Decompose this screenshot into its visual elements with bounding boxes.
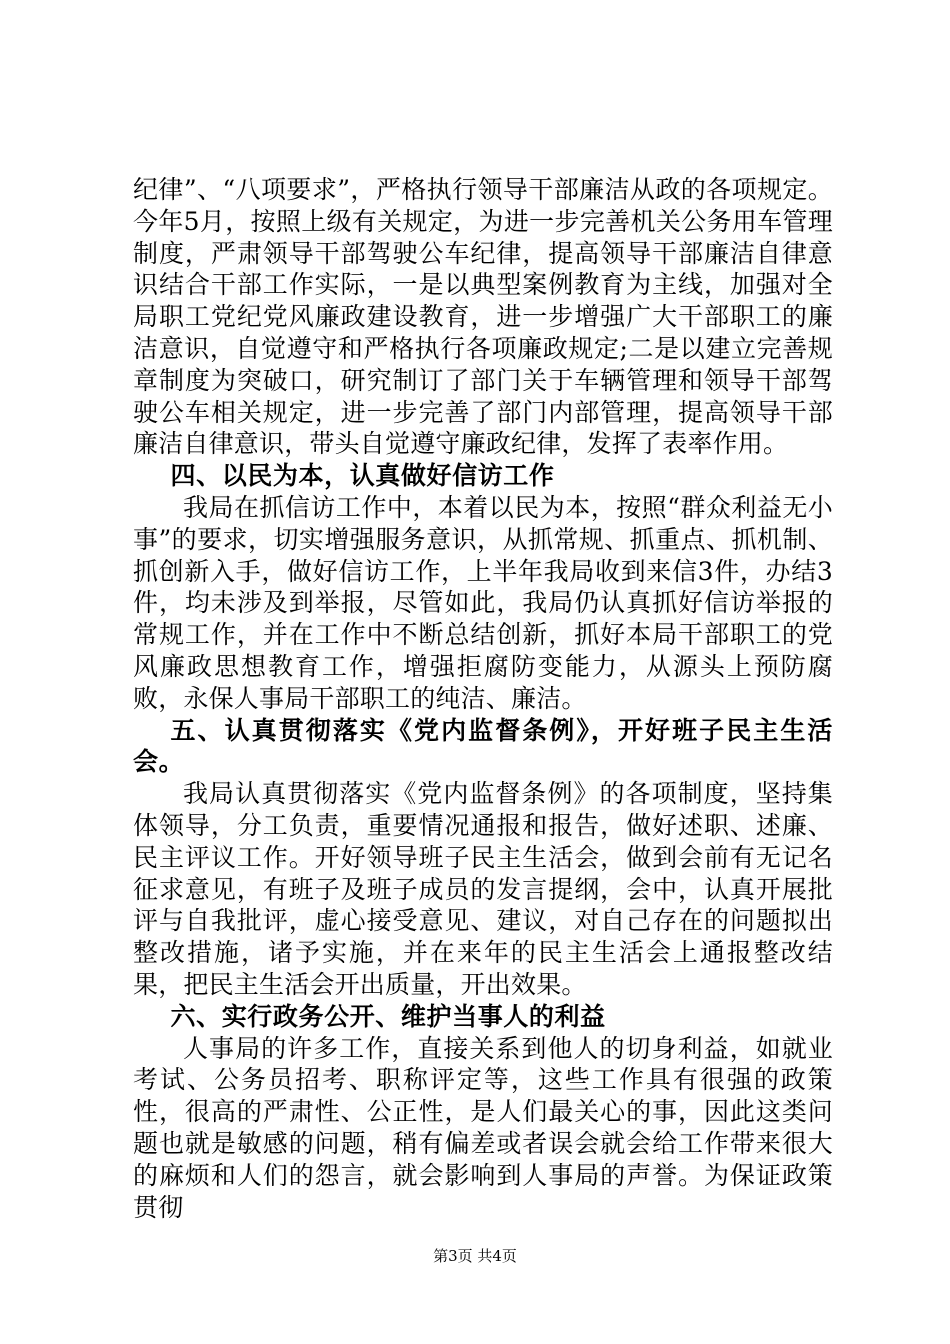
page-footer: 第3页 共4页 <box>433 1247 517 1265</box>
paragraph-continued: 纪律”、“八项要求”，严格执行领导干部廉洁从政的各项规定。今年5月，按照上级有关规定，为进一步完善机关公务用车管理制度，严肃领导干部驾驶公车纪律，提高领导干部廉洁自律意识结合干部工作实际，一是以典型案例教育为主线，加强对全局职工党纪党风廉政建设教育，进一步增强广大干部职工的廉洁意识，自觉遵守和严格执行各项廉政规定;二是以建立完善规章制度为突破口，研究制订了部门关于车辆管理和领导干部驾驶公车相关规定，进一步完善了部门内部管理，提高领导干部廉洁自律意识，带头自觉遵守廉政纪律，发挥了表率作用。 <box>133 175 833 459</box>
paragraph-supervision: 我局认真贯彻落实《党内监督条例》的各项制度，坚持集体领导，分工负责，重要情况通报和报告，做好述职、述廉、民主评议工作。开好领导班子民主生活会，做到会前有无记名征求意见，有班子及班子成员的发言提纲，会中，认真开展批评与自我批评，虚心接受意见、建议，对自己存在的问题拟出整改措施，诸予实施，并在来年的民主生活会上通报整改结果，把民主生活会开出质量，开出效果。 <box>133 779 833 999</box>
paragraph-open-affairs: 人事局的许多工作，直接关系到他人的切身利益，如就业考试、公务员招考、职称评定等，这些工作具有很强的政策性，很高的严肃性、公正性，是人们最关心的事，因此这类问题也就是敏感的问题，稍有偏差或者误会就会给工作带来很大的麻烦和人们的怨言，就会影响到人事局的声誉。为保证政策贯彻 <box>133 1033 833 1222</box>
document-body <box>133 174 833 1223</box>
section-heading-5: 五、认真贯彻落实《党内监督条例》，开好班子民主生活会。 <box>133 715 833 777</box>
paragraph-petition-work: 我局在抓信访工作中，本着以民为本，按照“群众利益无小事”的要求，切实增强服务意识，从抓常规、抓重点、抓机制、抓创新入手，做好信访工作，上半年我局收到来信3件，办结3件，均未涉及到举报，尽管如此，我局仍认真抓好信访举报的常规工作，并在工作中不断总结创新，抓好本局干部职工的党风廉政思想教育工作，增强拒腐防变能力，从源头上预防腐败，永保人事局干部职工的纯洁、廉洁。 <box>133 492 833 713</box>
section-heading-4: 四、以民为本，认真做好信访工作 <box>170 461 555 491</box>
section-heading-6: 六、实行政务公开、维护当事人的利益 <box>170 1001 606 1031</box>
